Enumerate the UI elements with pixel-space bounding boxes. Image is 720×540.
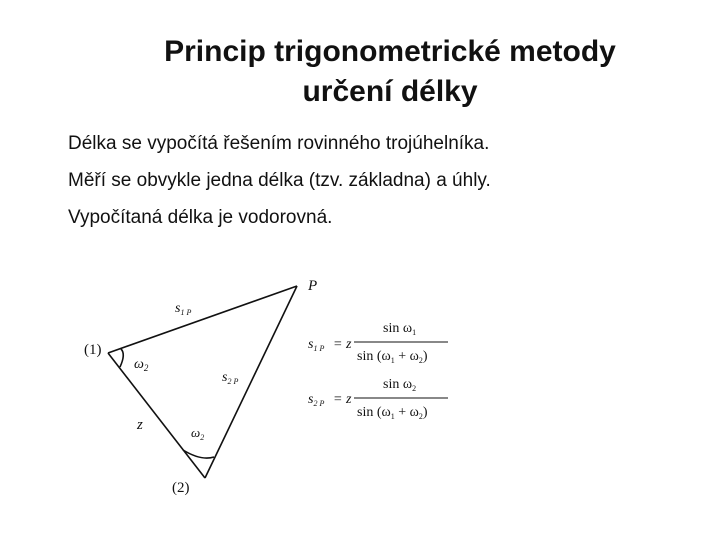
side-z-line [108,353,205,478]
angle-2-label-main: ω [191,425,201,440]
formula-s2p-den-b: + ω [394,405,419,420]
formula-s2p-lhs-main: s [308,392,314,407]
bullet-item: Měří se obvykle jedna délka (tzv. základna) a úhly. [68,170,491,191]
formula-s2p-num-sub: 2 [412,384,417,393]
slide-title-line-2: určení délky [302,75,478,108]
formula-s1p-num-main: sin ω [383,321,413,336]
formula-s2p-den-sub2: 2 [418,412,423,421]
triangle-lines [108,286,297,478]
point-1-label: (1) [84,342,102,358]
formula-s2p-numerator [383,377,416,393]
side-s2p-line [205,286,297,478]
side-s1p-label-sub: 1 P [180,308,192,317]
side-s1p-label-main: s [175,301,181,316]
formula-s1p-denominator [357,349,428,365]
angle-1-label [134,357,149,373]
angle-2-label [191,425,204,442]
formula-s2p-eq: = z [333,392,352,407]
formula-s1p-lhs-sub: 1 P [313,344,325,353]
angle-arc-1 [120,349,123,367]
side-s2p-label-sub: 2 P [227,377,239,386]
point-p-label: P [308,278,318,294]
formula-s1p-lhs-main: s [308,337,314,352]
formula-s2p-den-c: ) [422,405,428,420]
formula-s2p-den-sub1: 1 [390,412,395,421]
angle-1-label-sub: 2 [143,363,149,373]
bullet-item: Délka se vypočítá řešením rovinného trojúhelníka. [68,133,490,154]
formula-s1p-den-b: + ω [394,349,419,364]
formula-s1p-eq: = z [333,337,352,352]
formula-s2p-num-main: sin ω [383,377,413,392]
side-s2p-label [222,370,238,386]
formula-s2p-denominator [357,405,428,421]
formula-s2p-den-a: sin (ω [357,405,391,420]
formula-s1p-den-c: ) [422,349,428,364]
angle-1-label-main: ω [134,357,144,372]
point-2-label: (2) [172,480,190,496]
side-s1p-line [108,286,297,353]
angle-2-label-sub: 2 [200,433,205,442]
side-z-label: z [137,417,143,433]
formula-s2p [308,377,448,421]
formula-s1p-num-sub: 1 [412,328,417,337]
formula-s1p-numerator [383,321,416,337]
side-s1p-label [175,301,191,317]
formula-s2p-lhs [308,392,324,408]
formula-s1p-den-sub1: 1 [390,356,395,365]
formula-s1p [308,321,448,365]
formula-s1p-lhs [308,337,324,353]
bullet-item: Vypočítaná délka je vodorovná. [68,207,333,228]
formula-s1p-den-sub2: 2 [418,356,423,365]
side-s2p-label-main: s [222,370,228,385]
slide-title-line-1: Princip trigonometrické metody [164,35,616,68]
formula-s2p-lhs-sub: 2 P [313,399,325,408]
formula-s1p-den-a: sin (ω [357,349,391,364]
